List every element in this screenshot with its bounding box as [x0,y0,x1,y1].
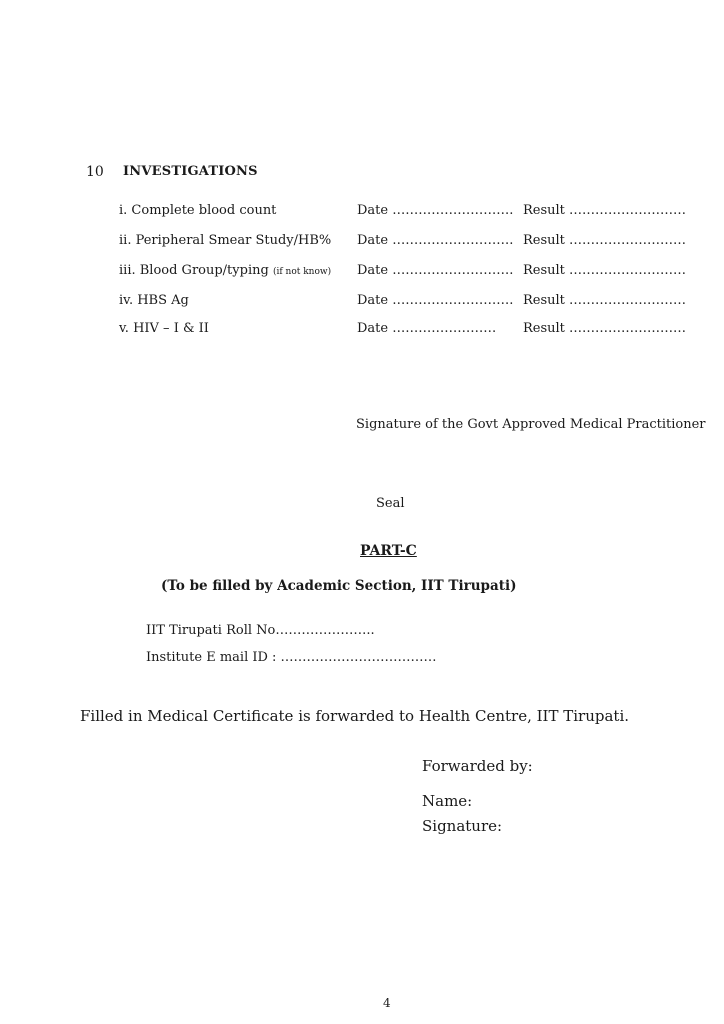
forwarded-statement: Filled in Medical Certificate is forwarded to Health Centre, IIT Tirupati. [80,707,630,725]
page-number: 4 [383,996,391,1010]
investigation-date-field: Date ………………………. [357,293,514,308]
section-number: 10 [86,164,104,180]
investigation-date-field: Date ………………………. [357,233,514,248]
investigation-label: i. Complete blood count [119,203,277,218]
investigation-result-field: Result ……………………… [523,233,687,248]
forwarded-by-label: Forwarded by: [422,757,533,775]
investigation-date-field: Date ………………………. [357,263,514,278]
name-label: Name: [422,792,473,810]
email-field: Institute E mail ID : ……………………………… [146,650,437,665]
roll-number-field: IIT Tirupati Roll No………………….. [146,623,375,638]
investigation-label: iii. Blood Group/typing (if not know) [119,263,332,278]
investigation-result-field: Result ……………………… [523,203,687,218]
section-title: INVESTIGATIONS [123,164,258,179]
investigation-label: iv. HBS Ag [119,293,189,308]
seal-label: Seal [376,496,405,511]
part-c-subtitle: (To be filled by Academic Section, IIT Tirupati) [161,578,517,594]
investigation-label: ii. Peripheral Smear Study/HB% [119,233,332,248]
signature-label: Signature: [422,817,503,835]
investigation-label: v. HIV – I & II [119,321,209,336]
investigation-note: (if not know) [272,267,332,277]
investigation-date-field: Date …………………… [357,321,497,336]
practitioner-signature-line: Signature of the Govt Approved Medical Practitioner [356,417,706,432]
part-c-title: PART-C [360,543,417,559]
investigation-date-field: Date ………………………. [357,203,514,218]
investigation-result-field: Result ……………………… [523,293,687,308]
investigation-result-field: Result ……………………… [523,263,687,278]
investigation-result-field: Result ……………………… [523,321,687,336]
